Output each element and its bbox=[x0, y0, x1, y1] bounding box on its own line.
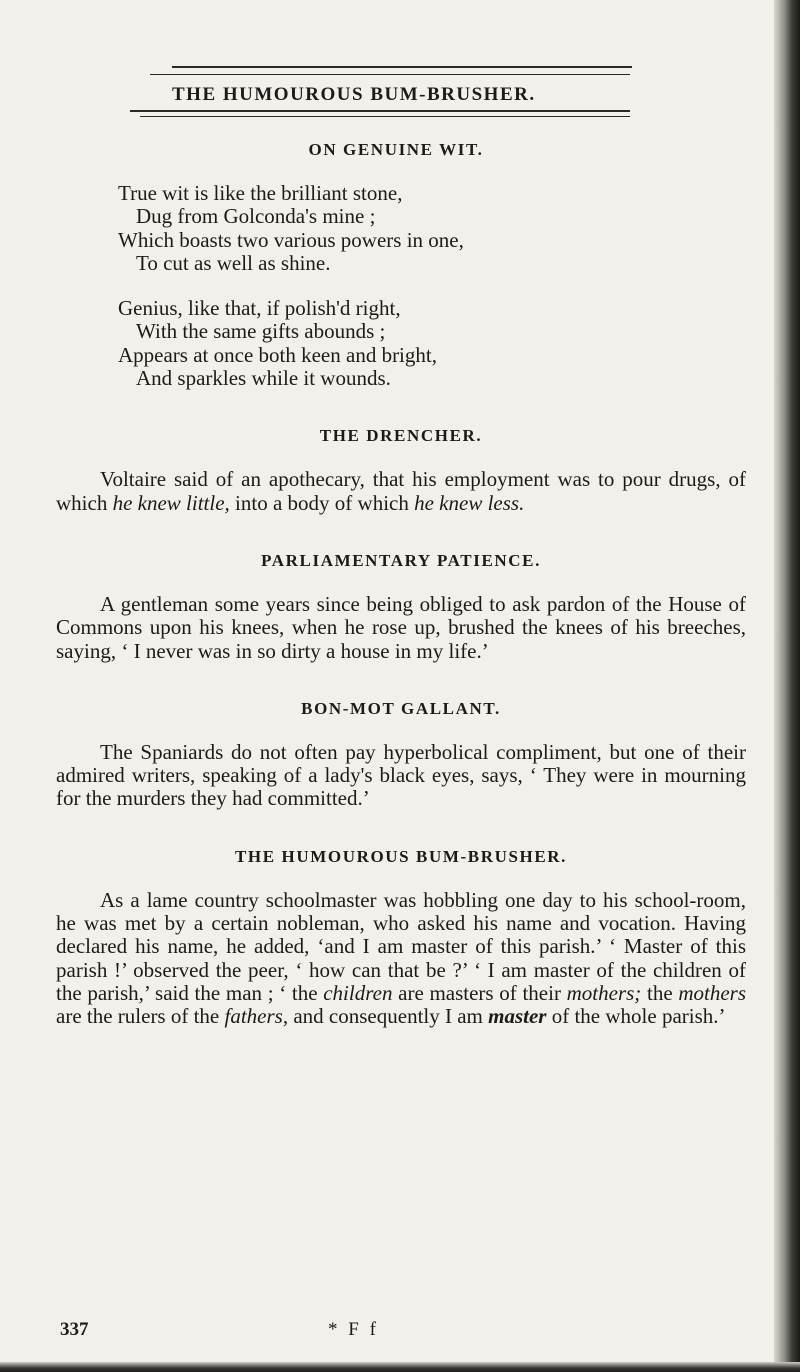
verse-line: Genius, like that, if polish'd right, bbox=[118, 296, 401, 321]
italic-run: mothers bbox=[678, 980, 746, 1005]
signature-mark: * F f bbox=[328, 1319, 379, 1340]
verse-line: Dug from Golconda's mine ; bbox=[136, 204, 376, 229]
section-title: ON GENUINE WIT. bbox=[308, 140, 484, 159]
italic-run: fathers, bbox=[224, 1004, 289, 1029]
paragraph bbox=[56, 889, 746, 1029]
page-number: 337 bbox=[60, 1319, 89, 1340]
italic-run: children bbox=[323, 980, 393, 1005]
stanza bbox=[56, 182, 746, 275]
page-body bbox=[56, 140, 746, 1029]
text-run: the bbox=[641, 980, 679, 1005]
italic-run: master bbox=[488, 1004, 547, 1029]
section-genuine-wit bbox=[56, 140, 746, 390]
paragraph: The Spaniards do not often pay hyperbolical compliment, but one of their admired writers, speaking of a lady's black eyes, says, ‘ They were in mourning for the murders they had committed.’ bbox=[56, 739, 746, 811]
verse-line: Appears at once both keen and bright, bbox=[118, 342, 437, 367]
running-head: THE HUMOUROUS BUM-BRUSHER. bbox=[172, 84, 536, 105]
text-run: are the rulers of the bbox=[56, 1004, 225, 1029]
section-title: THE DRENCHER. bbox=[319, 426, 483, 446]
italic-run: mothers; bbox=[566, 980, 642, 1005]
section-humourous-bum-brusher bbox=[56, 847, 746, 1029]
section-title: BON-MOT GALLANT. bbox=[301, 698, 501, 718]
section-title: PARLIAMENTARY PATIENCE. bbox=[261, 550, 541, 570]
top-rule-thin bbox=[150, 74, 630, 75]
verse-line: Which boasts two various powers in one, bbox=[118, 227, 464, 252]
text-run: Voltaire said of an apothecary, that his employment was to pour drugs, of which bbox=[56, 467, 746, 515]
section-title: THE HUMOUROUS BUM-BRUSHER. bbox=[234, 846, 568, 866]
head-rule-thin bbox=[140, 116, 630, 117]
paragraph: A gentleman some years since being obliged to ask pardon of the House of Commons upon his knees, when he rose up, brushed the knees of his breeches, saying, ‘ I never was in so dirty a house in my life.’ bbox=[56, 591, 746, 663]
section-bon-mot-gallant bbox=[56, 699, 746, 811]
book-spine-shadow bbox=[774, 0, 800, 1372]
verse-line: With the same gifts abounds ; bbox=[136, 319, 386, 344]
italic-run: he knew less. bbox=[414, 490, 525, 515]
text-run: are masters of their bbox=[392, 980, 567, 1005]
stanza bbox=[56, 297, 746, 390]
text-run: into a body of which bbox=[229, 490, 415, 515]
verse-line: To cut as well as shine. bbox=[136, 250, 331, 275]
text-run: and consequently I am bbox=[288, 1004, 489, 1029]
top-rule bbox=[172, 66, 632, 68]
verse-line: And sparkles while it wounds. bbox=[136, 366, 391, 391]
text-run: of the whole parish.’ bbox=[546, 1004, 726, 1029]
page-bottom-edge bbox=[0, 1362, 800, 1372]
paragraph bbox=[56, 468, 746, 515]
italic-run: he knew little, bbox=[112, 490, 230, 515]
section-parliamentary-patience bbox=[56, 551, 746, 663]
section-drencher bbox=[56, 426, 746, 515]
verse-line: True wit is like the brilliant stone, bbox=[118, 181, 403, 205]
head-rule bbox=[130, 110, 630, 112]
text-run: As a lame country schoolmaster was hobbling one day to his school-room, he was met by a certain nobleman, who asked his name and vocation. Having declared his name, he added, ‘and I am master of this parish.’ ‘ Master of this parish !’ observed the peer, ‘ how can that be ?’ ‘ I am master of the children of the parish,’ said the man ; ‘ the bbox=[56, 887, 746, 1005]
